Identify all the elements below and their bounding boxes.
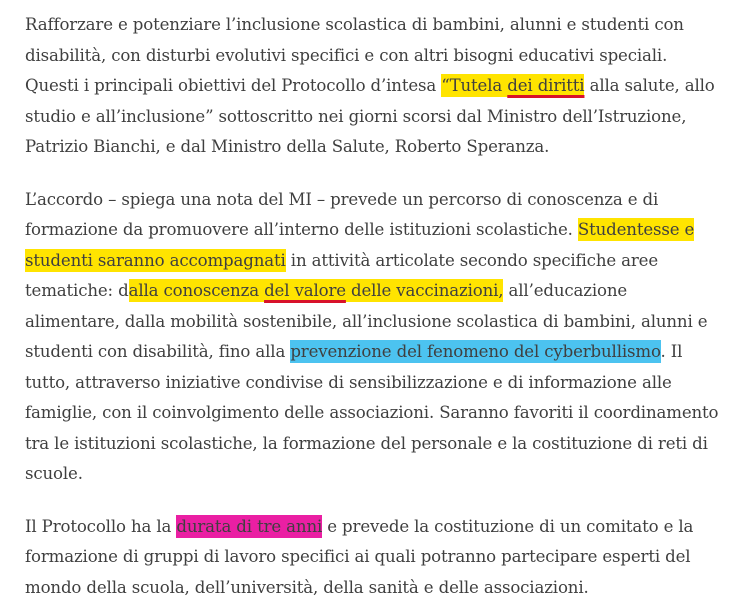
highlight-tutela-dei-diritti — [441, 74, 584, 97]
highlight-delle-vaccinazioni: delle vaccinazioni, — [345, 281, 504, 300]
paragraph-2-text-2: in attività articolate secondo specifiche aree tematiche: d — [25, 250, 659, 300]
article-body — [25, 10, 725, 603]
underline-del-valore: del valore — [264, 281, 346, 300]
highlight-alla-conoscenza: alla conoscenza — [128, 281, 265, 300]
paragraph-3-text-1: Il Protocollo ha la — [25, 516, 177, 536]
paragraph-1-text-2: alla salute, allo studio e all’inclusione” sottoscritto nei giorni scorsi dal Ministro dell’Istruzione, Patrizio Bianchi, e dal Ministro della Salute, Roberto Speranza. — [25, 76, 715, 156]
highlight-durata: durata di tre anni — [176, 516, 323, 536]
highlight-studentesse: Studentesse e studenti saranno accompagnati — [25, 220, 695, 270]
highlight-vaccinazioni — [129, 279, 504, 302]
paragraph-2 — [25, 185, 725, 490]
paragraph-1-text-1: Rafforzare e potenziare l’inclusione scolastica di bambini, alunni e studenti con disabilità, con disturbi evolutivi specifici e con altri bisogni educativi speciali. Questi i principali obiettivi del Protocollo d’intesa — [25, 15, 684, 95]
underline-dei-diritti: dei diritti — [507, 76, 585, 95]
paragraph-1 — [25, 10, 725, 163]
paragraph-3-text-2: e prevede la costituzione di un comitato e la formazione di gruppi di lavoro specifici ai quali potranno partecipare esperti del mondo della scuola, dell’università, della sanità e delle associazioni. — [25, 516, 694, 597]
highlight-cyberbullismo: prevenzione del fenomeno del cyberbullismo — [290, 342, 661, 361]
paragraph-3 — [25, 512, 725, 604]
highlight-tutela: “Tutela — [441, 76, 508, 95]
paragraph-2-text-4: . Il tutto, attraverso iniziative condivise di sensibilizzazione e di informazione alle famiglie, con il coinvolgimento delle associazioni. Saranno favoriti il coordinamento tra le istituzioni scolastiche, la formazione del personale e la costituzione di reti di scuole. — [25, 342, 719, 483]
paragraph-2-text-1: L’accordo – spiega una nota del MI – prevede un percorso di conoscenza e di formazione da promuovere all’interno delle istituzioni scolastiche. — [25, 189, 659, 239]
paragraph-2-text-3: all’educazione alimentare, dalla mobilità sostenibile, all’inclusione scolastica di bambini, alunni e studenti con disabilità, fino alla — [25, 281, 708, 361]
